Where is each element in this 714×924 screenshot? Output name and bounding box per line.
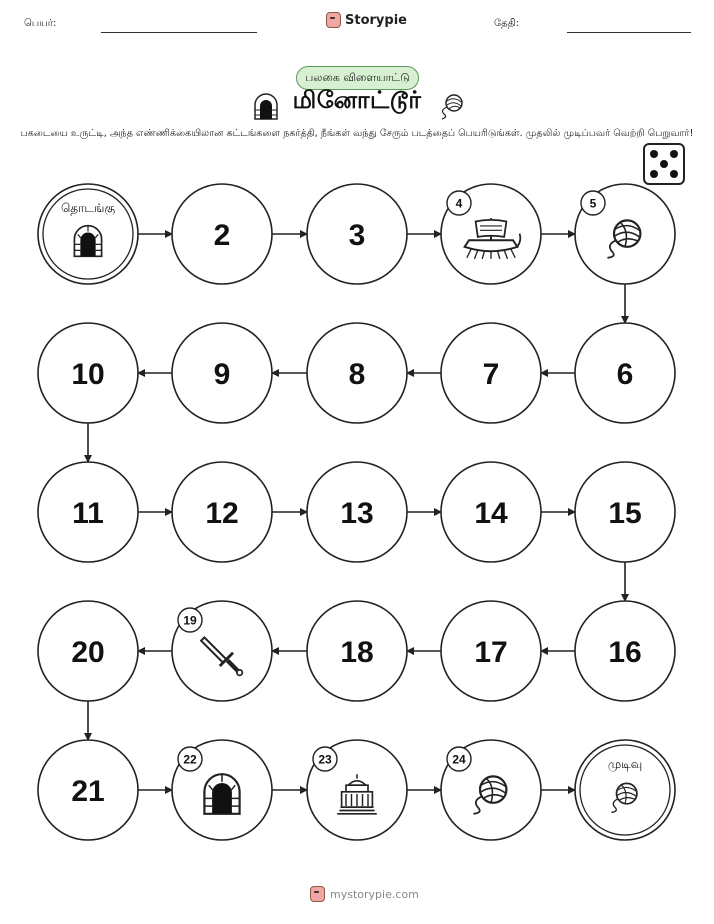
board-cell-3[interactable] — [307, 184, 407, 284]
cell-number: 24 — [452, 752, 466, 767]
date-label: தேதி: — [494, 18, 520, 29]
cell-number: 3 — [348, 219, 366, 252]
cell-number: 12 — [205, 497, 239, 530]
game-tag: பலகை விளையாட்டு — [296, 66, 419, 90]
board-cell-15[interactable] — [575, 462, 675, 562]
board-cell-1[interactable] — [38, 184, 138, 284]
cell-number: 10 — [71, 358, 105, 391]
cell-number: 11 — [72, 497, 104, 530]
board-cell-12[interactable] — [172, 462, 272, 562]
cell-number: 19 — [183, 613, 197, 628]
board-cell-9[interactable] — [172, 323, 272, 423]
cell-number: 2 — [213, 219, 231, 252]
board-cell-21[interactable] — [38, 740, 138, 840]
board-cell-6[interactable] — [575, 323, 675, 423]
board-cell-11[interactable] — [38, 462, 138, 562]
cell-number: 7 — [482, 358, 500, 391]
board-cell-18[interactable] — [307, 601, 407, 701]
board-cell-16[interactable] — [575, 601, 675, 701]
board-cell-2[interactable] — [172, 184, 272, 284]
finish-label: முடிவு — [607, 757, 643, 771]
mascot-icon — [310, 886, 325, 902]
board-cell-10[interactable] — [38, 323, 138, 423]
brand-name: Storypie — [345, 12, 407, 28]
cell-number: 23 — [318, 752, 332, 767]
board-cell-22[interactable] — [172, 740, 272, 840]
cell-number: 8 — [348, 358, 366, 391]
board-cell-24[interactable] — [441, 740, 541, 840]
cell-number: 20 — [71, 636, 105, 669]
page-title: மினோட்டூர் — [292, 86, 422, 114]
board-cell-7[interactable] — [441, 323, 541, 423]
board-cell-14[interactable] — [441, 462, 541, 562]
start-label: தொடங்கு — [60, 201, 116, 215]
board-cell-19[interactable] — [172, 601, 272, 701]
board-cells — [38, 184, 675, 840]
cell-number: 9 — [213, 358, 231, 391]
board-cell-17[interactable] — [441, 601, 541, 701]
tunnel-icon — [204, 774, 239, 814]
board-cell-20[interactable] — [38, 601, 138, 701]
instructions: பகடையை உருட்டி, அந்த எண்ணிக்கையிலான கட்டங்களை நகர்த்தி, நீங்கள் வந்து சேரும் படத்தைப் பெயரிடுங்கள். முதலில் முடிப்பவர் வெற்றி பெறுவார்! — [20, 128, 694, 139]
name-label: பெயர்: — [24, 18, 57, 29]
board-cell-13[interactable] — [307, 462, 407, 562]
cell-number: 17 — [474, 636, 508, 669]
cell-number: 6 — [616, 358, 634, 391]
tunnel-icon — [74, 226, 101, 257]
cell-number: 4 — [455, 196, 463, 211]
cell-number: 22 — [183, 752, 197, 767]
board-cell-25[interactable] — [575, 740, 675, 840]
cell-number: 21 — [71, 775, 105, 808]
cell-number: 14 — [474, 497, 508, 530]
footer-url[interactable]: mystorypie.com — [330, 887, 419, 901]
footer — [310, 886, 419, 902]
cell-number: 5 — [589, 196, 597, 211]
board-cell-23[interactable] — [307, 740, 407, 840]
cell-number: 16 — [608, 636, 642, 669]
cell-number: 18 — [340, 636, 374, 669]
board-cell-8[interactable] — [307, 323, 407, 423]
board-cell-5[interactable] — [575, 184, 675, 284]
board-cell-4[interactable] — [441, 184, 541, 284]
cell-number: 15 — [608, 497, 642, 530]
cell-number: 13 — [340, 497, 374, 530]
